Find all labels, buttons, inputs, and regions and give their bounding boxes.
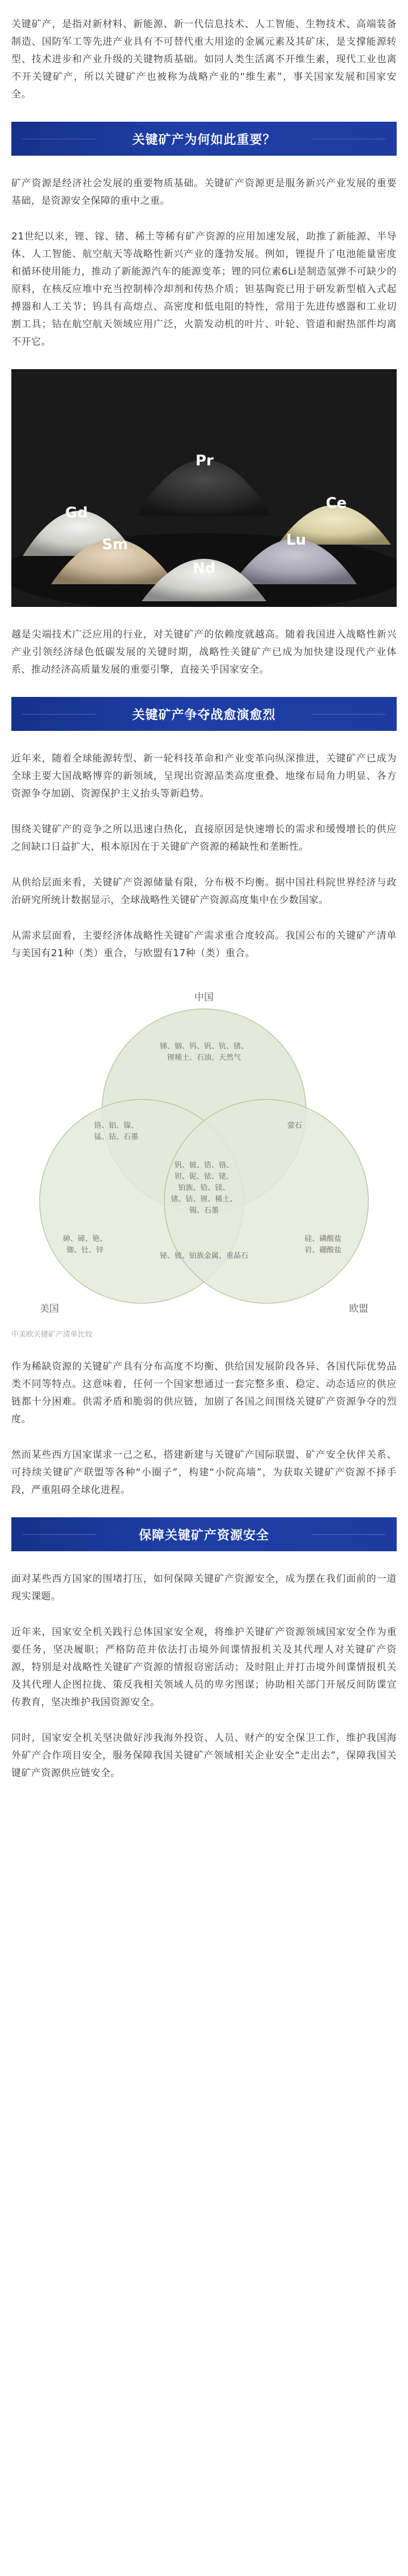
venn-text-line: 铷、钍、锌 [66, 1246, 104, 1255]
venn-text-line: 钒、铍、锆、铬、 [174, 1161, 234, 1170]
section-header-importance [11, 122, 397, 156]
paragraph: 围绕关键矿产的竞争之所以迅速白热化，直接原因是快速增长的需求和缓慢增长的供应之间缺口日益扩大，根本原因在于关键矿产资源的稀缺性和垄断性。 [11, 824, 397, 853]
paragraph: 近年来，国家安全机关践行总体国家安全观，将维护关键矿产资源领域国家安全作为重要任务，坚决履职；严格防范并依法打击境外间谍情报机关及其代理人对关键矿产资源，特别是对战略性关键矿产资源的情报窃密活动；及时阻止并打击境外间谍情报机关及其代理人企图拉拢、策反我相关领域人员的卑劣图谋；协助相关部门开展反间防谍宣传教育，坚决维护我国资源安全。 [11, 1627, 397, 1708]
element-label: Sm [102, 536, 128, 553]
venn-svg [11, 981, 397, 1320]
venn-text-line: 硅、磷酸盐 [304, 1235, 342, 1243]
venn-text-line: 铂族、铪、镁、 [178, 1184, 230, 1192]
paragraph: 越是尖端技术广泛应用的行业，对关键矿产的依赖度就越高。随着我国进入战略性新兴产业引领经济绿色低碳发展的关键时期，战略性关键矿产已成为加快建设现代产业体系、推动经济高质量发展的重要引擎，直接关乎国家安全。 [11, 629, 397, 675]
venn-text-line: 铋、铍、铂族金属、重晶石 [159, 1252, 249, 1260]
venn-text-line: 锗、钴、锂、稀土、 [171, 1195, 237, 1204]
element-label: Pr [196, 452, 214, 469]
venn-diagram [11, 981, 397, 1323]
section-header-competition [11, 697, 397, 731]
venn-text-line: 砷、碲、铯、 [62, 1235, 108, 1243]
paragraph: 然而某些西方国家谋求一己之私，搭建新建与关键矿产国际联盟、矿产安全伙伴关系、可持续关键矿产联盟等各种“小圈子”，构建“小院高墙”，为获取关键矿产资源不择手段，严重阻碍全球化进程。 [11, 1449, 397, 1496]
venn-label-eu: 欧盟 [349, 1303, 368, 1315]
section-header-security [11, 1517, 397, 1551]
element-label: Ce [326, 495, 347, 512]
venn-text-line: 锡、石墨 [189, 1206, 219, 1215]
section-title: 关键矿产为何如此重要？ [132, 132, 276, 147]
paragraph: 近年来，随着全球能源转型、新一轮科技革命和产业变革向纵深推进，关键矿产已成为全球主要大国战略博弈的新领域，呈现出资源品类高度重叠、地缘布局角力明显、各方资源争夺加剧、资源保护主义抬头等新趋势。 [11, 753, 397, 799]
venn-text-line: 铬、铝、镍、 [94, 1122, 139, 1130]
venn-text-line: 萤石 [287, 1122, 303, 1130]
venn-text-line: 锑、铟、钨、钒、钪、锗、 [159, 1042, 249, 1051]
element-label: Lu [286, 532, 307, 549]
diagram-caption: 中美欧关键矿产清单比较 [11, 1330, 93, 1339]
venn-text-line: 钽、铌、铱、铑、 [174, 1173, 234, 1181]
element-label: Nd [193, 560, 216, 577]
venn-text-line: 锰、钴、石墨 [94, 1133, 139, 1141]
rare-earth-powders-photo [11, 369, 397, 607]
venn-region-usa-eu [160, 1251, 248, 1260]
section-title: 关键矿产争夺战愈演愈烈 [132, 708, 276, 722]
paragraph: 从需求层面看，主要经济体战略性关键矿产需求重合度较高。我国公布的关键矿产清单与美国有21种（类）重合，与欧盟有17种（类）重合。 [11, 930, 397, 959]
paragraph: 面对某些西方国家的围堵打压，如何保障关键矿产资源安全，成为摆在我们面前的一道现实课题。 [11, 1573, 397, 1602]
venn-region-china-eu [287, 1122, 302, 1130]
paragraph: 作为稀缺资源的关键矿产具有分布高度不均衡、供给国发展阶段各异、各国代际优势品类不同等特点。这意味着，任何一个国家想通过一套完整多重、稳定、动态适应的供应链都十分困难。供需矛盾和脆弱的供应链，加剧了各国之间围绕关键矿产资源争夺的烈度。 [11, 1361, 397, 1425]
venn-text-line: 岩、硼酸盐 [304, 1246, 342, 1255]
venn-label-usa: 美国 [40, 1303, 59, 1315]
paragraph: 从供给层面来看，关键矿产资源储量有限，分布极不均衡。据中国社科院世界经济与政治研究所统计数据显示，全球战略性关键矿产资源高度集中在少数国家。 [11, 877, 397, 906]
paragraph: 同时，国家安全机关坚决做好涉我海外投资、人员、财产的安全保卫工作，维护我国海外矿产合作项目安全，服务保障我国关键矿产领域相关企业安全“走出去”，保障我国关键矿产资源供应链安全。 [11, 1732, 397, 1779]
paragraph: 矿产资源是经济社会发展的重要物质基础。关键矿产资源更是服务新兴产业发展的重要基础，是资源安全保障的重中之重。 [11, 178, 397, 207]
element-label: Gd [65, 504, 88, 521]
paragraph: 21世纪以来，锂、镓、锗、稀土等稀有矿产资源的应用加速发展，助推了新能源、半导体、人工智能、航空航天等战略性新兴产业的蓬勃发展。例如，锂提升了电池能量密度和循环使用能力，推动了新能源汽车的能源变革；锂的同位素6Li是制造氢弹不可缺少的原料，在核反应堆中充当控制棒冷却剂和传热介质；钽基陶瓷已用于研发新型植入式起搏器和人工关节；钨具有高熔点、高密度和低电阻的特性，常用于先进传感器和工业切割工具；钴在航空航天领域应用广泛，火箭发动机的叶片、叶轮、管道和耐热部件均离不开它。 [11, 231, 397, 348]
venn-label-china: 中国 [194, 992, 214, 1003]
photo-svg [11, 369, 397, 607]
venn-text-line: 锂稀土、石油、天然气 [167, 1054, 241, 1062]
section-title: 保障关键矿产资源安全 [138, 1528, 269, 1543]
intro-paragraph: 关键矿产，是指对新材料、新能源、新一代信息技术、人工智能、生物技术、高端装备制造、国防军工等先进产业具有不可替代重大用途的金属元素及其矿床，是支撑能源转型、技术进步和产业升级的关键物质基础。如同人类生活离不开维生素，现代工业也离不开关键矿产，所以关键矿产也被称为战略产业的“维生素”，事关国家发展和国家安全。 [11, 19, 397, 100]
